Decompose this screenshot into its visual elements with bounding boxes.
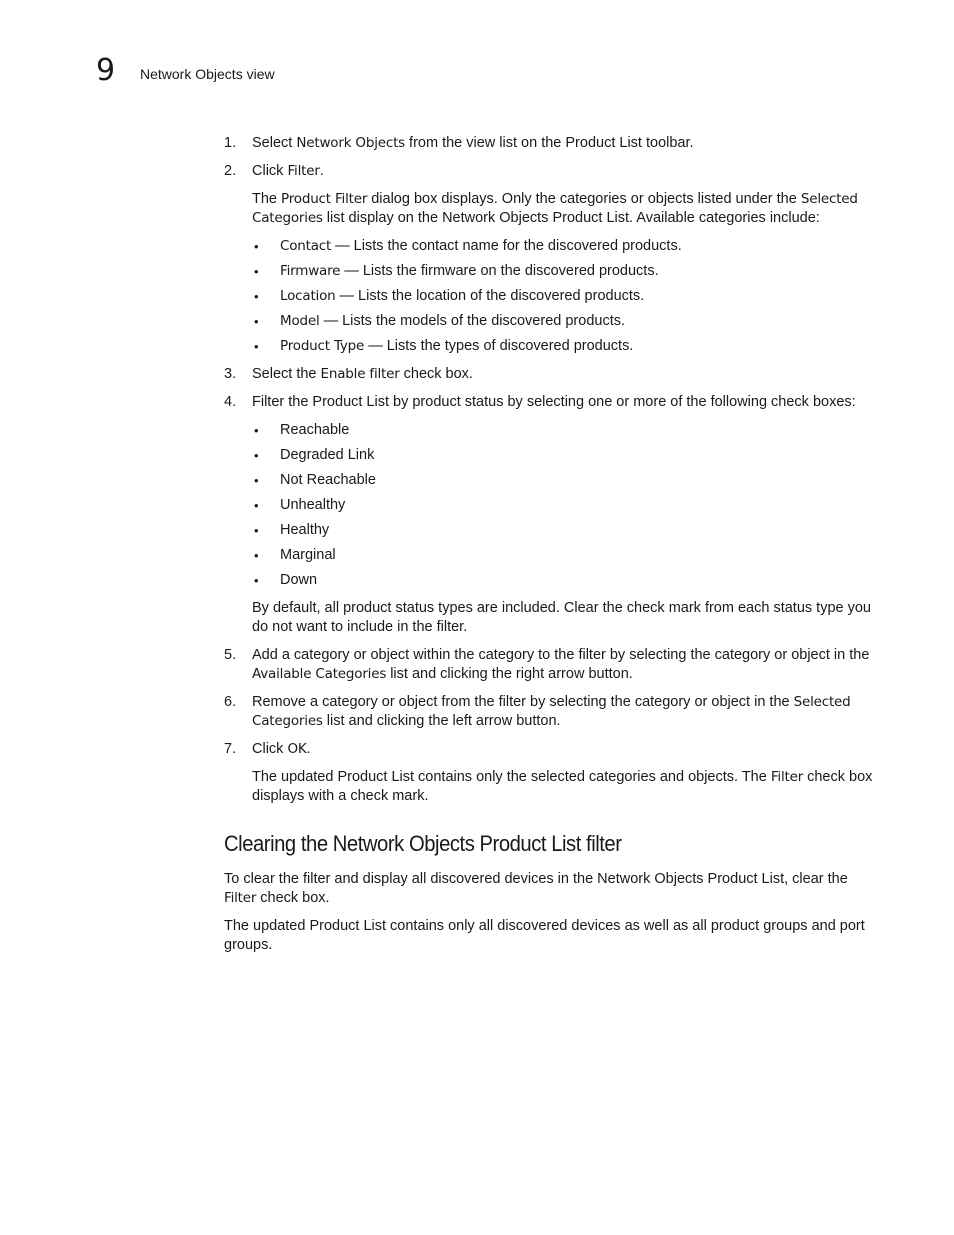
step-number: 1.	[224, 135, 237, 151]
step-text: Select	[252, 135, 297, 151]
section-paragraph: To clear the filter and display all discovered devices in the Network Objects Product List, clear the Filter check box.	[224, 871, 848, 906]
step-text: .	[319, 163, 324, 179]
step-number: 2.	[224, 163, 237, 179]
step-text: .	[306, 741, 311, 757]
section-heading: Clearing the Network Objects Product List filter	[224, 831, 622, 856]
step-number: 3.	[224, 366, 237, 382]
status-list	[252, 421, 874, 590]
step-text: Click	[252, 163, 288, 179]
step-5	[224, 646, 874, 684]
bullet-icon: •	[254, 239, 259, 254]
list-item	[252, 421, 874, 440]
category-name: Product Type	[280, 338, 365, 354]
bullet-icon: •	[254, 264, 259, 279]
bullet-icon: •	[254, 448, 259, 463]
step-text: from the view list on the Product List toolbar.	[405, 135, 694, 151]
category-name: Firmware	[280, 263, 341, 279]
step-number: 7.	[224, 741, 237, 757]
list-item	[252, 287, 874, 306]
ui-term: Selected Categories	[252, 694, 851, 729]
step-text: Remove a category or object from the filter by selecting the category or object in the	[252, 694, 794, 710]
bullet-icon: •	[254, 339, 259, 354]
chapter-number: 9	[96, 53, 116, 88]
status-name: Unhealthy	[280, 497, 346, 513]
step-text: Add a category or object within the category to the filter by selecting the category or object in the	[252, 647, 870, 663]
step-6	[224, 693, 874, 731]
bullet-icon: •	[254, 548, 259, 563]
status-name: Marginal	[280, 547, 336, 563]
step-2	[224, 162, 874, 356]
list-item	[252, 496, 874, 515]
bullet-icon: •	[254, 314, 259, 329]
step-text: check box.	[399, 366, 473, 382]
list-item	[252, 471, 874, 490]
step-7	[224, 740, 874, 806]
list-item	[252, 312, 874, 331]
step-text: Click	[252, 741, 288, 757]
step-paragraph: The updated Product List contains only the selected categories and objects. The Filter check box displays with a check mark.	[252, 769, 873, 804]
ui-term: Filter	[287, 163, 320, 179]
ui-term: Product Filter	[281, 191, 368, 207]
ui-term: Network Objects	[296, 135, 406, 151]
step-paragraph: By default, all product status types are included. Clear the check mark from each status type you do not want to include in the filter.	[252, 600, 871, 635]
list-item	[252, 521, 874, 540]
page-content	[224, 134, 874, 964]
list-item	[252, 237, 874, 256]
ui-term: Filter	[770, 769, 804, 785]
step-number: 5.	[224, 647, 237, 663]
list-item	[252, 546, 874, 565]
category-name: Contact	[280, 238, 332, 254]
section-paragraph: The updated Product List contains only all discovered devices as well as all product groups and port groups.	[224, 918, 865, 953]
bullet-icon: •	[254, 473, 259, 488]
ui-term: Available Categories	[252, 666, 387, 682]
category-name: Model	[280, 313, 320, 329]
step-paragraph: The Product Filter dialog box displays. Only the categories or objects listed under the Selected Categories list display on the Network Objects Product List. Available categories include:	[252, 191, 858, 226]
ui-term: OK	[287, 741, 307, 757]
step-3	[224, 365, 874, 384]
step-text: Filter the Product List by product status by selecting one or more of the following check boxes:	[252, 394, 856, 410]
bullet-icon: •	[254, 289, 259, 304]
list-item	[252, 446, 874, 465]
list-item	[252, 262, 874, 281]
step-number: 6.	[224, 694, 237, 710]
category-desc: — Lists the location of the discovered products.	[335, 288, 645, 304]
step-text: Select the	[252, 366, 321, 382]
step-number: 4.	[224, 394, 237, 410]
step-1	[224, 134, 874, 153]
category-desc: — Lists the contact name for the discovered products.	[331, 238, 682, 254]
category-desc: — Lists the models of the discovered products.	[319, 313, 626, 329]
bullet-icon: •	[254, 573, 259, 588]
status-name: Healthy	[280, 522, 330, 538]
ui-term: Filter	[224, 890, 257, 906]
step-4	[224, 393, 874, 637]
bullet-icon: •	[254, 423, 259, 438]
category-desc: — Lists the firmware on the discovered products.	[340, 263, 659, 279]
status-name: Down	[280, 572, 318, 588]
status-name: Not Reachable	[280, 472, 376, 488]
list-item	[252, 337, 874, 356]
ui-term: Enable filter	[320, 366, 400, 382]
category-list	[252, 237, 874, 356]
category-name: Location	[280, 288, 336, 304]
status-name: Reachable	[280, 422, 350, 438]
bullet-icon: •	[254, 498, 259, 513]
bullet-icon: •	[254, 523, 259, 538]
step-text: list and clicking the left arrow button.	[322, 713, 561, 729]
step-text: list and clicking the right arrow button.	[386, 666, 633, 682]
category-desc: — Lists the types of discovered products.	[364, 338, 634, 354]
status-name: Degraded Link	[280, 447, 375, 463]
chapter-title: Network Objects view	[140, 66, 275, 82]
list-item	[252, 571, 874, 590]
ui-term: Selected Categories	[252, 191, 858, 226]
